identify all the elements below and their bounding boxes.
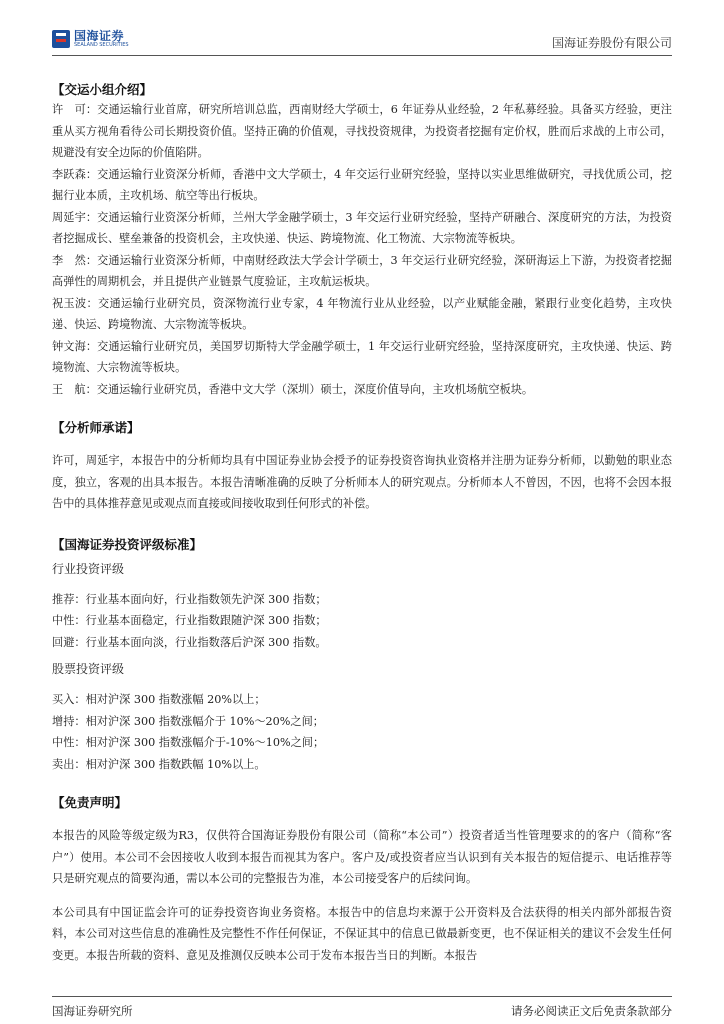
industry-rating-list (52, 589, 672, 654)
footer-institute: 国海证券研究所 (52, 1004, 133, 1018)
team-member: 许 可：交通运输行业首席，研究所培训总监，西南财经大学硕士，6 年证券从业经验，2 年私募经验。具备买方经验，更注重从买方视角看待公司长期投资价值。坚持正确的价值观，寻找投资规律，为投资者挖掘有定价权，胜而后求战的上市公司，规避没有安全边际的价值陷阱。 (52, 103, 672, 159)
page-header (52, 28, 672, 52)
team-member: 李 然：交通运输行业资深分析师，中南财经政法大学会计学硕士，3 年交运行业研究经验，深研海运上下游，为投资者挖掘高弹性的周期机会，并且提供产业链景气度验证，主攻航运板块。 (52, 253, 672, 288)
team-member: 李跃森：交通运输行业资深分析师，香港中文大学硕士，4 年交运行业研究经验，坚持以实业思维做研究，寻找优质公司，挖掘行业本质，主攻机场、航空等出行板块。 (52, 167, 672, 202)
rating-item: 买入：相对沪深 300 指数涨幅 20%以上； (52, 693, 266, 706)
rating-item: 推荐：行业基本面向好，行业指数领先沪深 300 指数； (52, 592, 327, 606)
logo-text-en: SEALAND SECURITIES (74, 42, 129, 48)
team-members (52, 99, 672, 400)
rating-item: 回避：行业基本面向淡，行业指数落后沪深 300 指数。 (52, 635, 327, 649)
team-member: 祝玉波：交通运输行业研究员，资深物流行业专家，4 年物流行业从业经验，以产业赋能金融，紧跟行业变化趋势，主攻快递、快运、跨境物流、大宗物流等板块。 (52, 296, 672, 331)
header-company-name: 国海证券股份有限公司 (551, 36, 672, 50)
main-content (52, 78, 672, 966)
logo-icon (52, 30, 70, 48)
disclaimer-paragraph: 本报告的风险等级定级为R3，仅供符合国海证券股份有限公司（简称“本公司”）投资者适当性管理要求的的客户（简称“客户”）使用。本公司不会因接收人收到本报告而视其为客户。客户及/或投资者应当认识到有关本报告的短信提示、电话推荐等只是研究观点的简要沟通，需以本公司的完整报告为准，本公司接受客户的后续问询。 (52, 829, 672, 885)
header-divider (52, 55, 672, 56)
team-member: 王 航：交通运输行业研究员，香港中文大学（深圳）硕士，深度价值导向，主攻机场航空板块。 (52, 382, 534, 396)
section-title-team: 【交运小组介绍】 (52, 82, 153, 97)
stock-rating-title: 股票投资评级 (52, 662, 125, 676)
commitment-text: 许可，周延宇，本报告中的分析师均具有中国证券业协会授予的证券投资咨询执业资格并注册为证券分析师，以勤勉的职业态度，独立，客观的出具本报告。本报告清晰准确的反映了分析师本人的研究观点。分析师本人不曾因，不因，也将不会因本报告中的具体推荐意见或观点而直接或间接收取到任何形式的补偿。 (52, 454, 672, 510)
stock-rating-list (52, 689, 672, 775)
footer-notice: 请务必阅读正文后免责条款部分 (511, 1004, 672, 1018)
section-title-commitment: 【分析师承诺】 (52, 420, 140, 435)
rating-item: 中性：相对沪深 300 指数涨幅介于-10%～10%之间； (52, 736, 325, 749)
rating-item: 增持：相对沪深 300 指数涨幅介于 10%～20%之间； (52, 714, 324, 728)
disclaimer-paragraph: 本公司具有中国证监会许可的证券投资咨询业务资格。本报告中的信息均来源于公开资料及合法获得的相关内部外部报告资料，本公司对这些信息的准确性及完整性不作任何保证，不保证其中的信息已做最新变更，也不保证相关的建议不会发生任何变更。本报告所载的资料、意见及推测仅反映本公司于发布本报告当日的判断。本报告 (52, 905, 672, 962)
rating-item: 卖出：相对沪深 300 指数跌幅 10%以上。 (52, 757, 266, 771)
footer-divider (52, 996, 672, 997)
team-member: 周延宇：交通运输行业资深分析师，兰州大学金融学硕士，3 年交运行业研究经验，坚持产研融合、深度研究的方法，为投资者挖掘成长、壁垒兼备的投资机会，主攻快递、快运、跨境物流、化工物流、大宗物流等板块。 (52, 210, 672, 245)
industry-rating-title: 行业投资评级 (52, 561, 125, 576)
rating-item: 中性：行业基本面稳定，行业指数跟随沪深 300 指数； (52, 614, 327, 627)
section-title-rating: 【国海证券投资评级标准】 (52, 536, 203, 552)
company-logo (52, 28, 129, 50)
logo-text-cn: 国海证券 (74, 29, 125, 43)
team-member: 钟文海：交通运输行业研究员，美国罗切斯特大学金融学硕士，1 年交运行业研究经验，坚持深度研究，主攻快递、快运、跨境物流、大宗物流等板块。 (52, 339, 672, 374)
section-title-disclaimer: 【免责声明】 (52, 795, 128, 810)
